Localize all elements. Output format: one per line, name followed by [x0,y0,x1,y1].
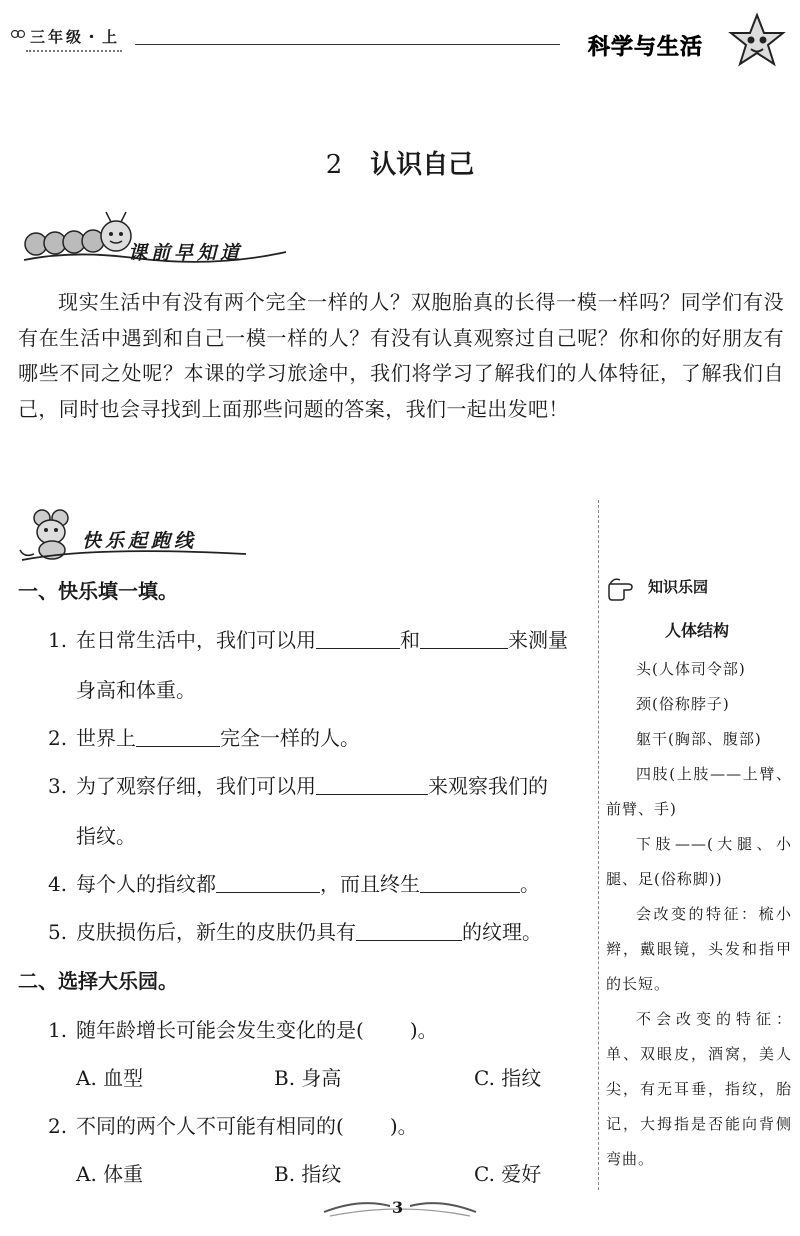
lesson-title [0,144,800,181]
intro-paragraph: 现实生活中有没有两个完全一样的人？双胞胎真的长得一模一样吗？同学们有没有在生活中遇到和自己一模一样的人？有没有认真观察过自己呢？你和你的好朋友有哪些不同之处呢？本课的学习旅途中，我们将学习了解我们的人体特征，了解我们自己，同时也会寻找到上面那些问题的答案，我们一起出发吧！ [18,290,784,421]
answer-blank[interactable] [136,727,220,747]
star-mascot-icon [728,12,786,70]
lesson-name: 认识自己 [370,150,475,180]
choice-option[interactable]: C. 指纹 [474,1066,542,1090]
choice-option[interactable]: C. 爱好 [474,1162,542,1186]
answer-blank[interactable] [316,775,428,795]
answer-paren-space[interactable] [344,1115,390,1135]
fill-question-4: 4. 每个人的指纹都 ，而且终生 。 [48,872,540,896]
practice-banner [14,506,254,566]
fill-question-3-cont: 指纹。 [76,824,136,848]
sidebar-line: 会改变的特征：梳小辫，戴眼镜，头发和指甲的长短。 [606,905,792,993]
lesson-number: 2 [325,150,343,180]
answer-blank[interactable] [356,921,462,941]
column-divider [598,500,599,1190]
answer-blank[interactable] [216,873,320,893]
fill-question-2: 2. 世界上 完全一样的人。 [48,726,360,750]
sidebar-line: 下肢——(大腿、小腿、足(俗称脚)) [606,835,792,888]
practice-banner-label: 快乐起跑线 [82,530,198,552]
pointing-hand-icon [606,574,646,602]
sidebar-line: 头(人体司令部) [636,660,746,678]
preview-banner-label: 课前早知道 [128,242,244,264]
header-rule [135,44,560,45]
header-dotted-line [26,50,122,56]
fill-question-1-cont: 身高和体重。 [76,678,196,702]
grade-label: 三年级・上 [30,28,121,46]
fill-question-5: 5. 皮肤损伤后，新生的皮肤仍具有 的纹理。 [48,920,542,944]
sidebar-heading: 知识乐园 [648,578,709,596]
choice-question-1: 1. 随年龄增长可能会发生变化的是( )。 [48,1018,438,1042]
header-flower-icon [10,28,26,40]
sidebar-body [606,652,792,1177]
sidebar-line: 四肢(上肢——上臂、前臂、手) [606,765,792,818]
part1-title: 一、快乐填一填。 [18,579,178,603]
sidebar-line: 躯干(胸部、腹部) [636,730,762,748]
choice-option[interactable]: A. 血型 [76,1066,144,1090]
answer-blank[interactable] [316,629,400,649]
choice-question-2: 2. 不同的两个人不可能有相同的( )。 [48,1114,418,1138]
sidebar-subtitle: 人体结构 [664,621,729,640]
sidebar-line: 颈(俗称脖子) [636,695,730,713]
choice-option[interactable]: A. 体重 [76,1162,144,1186]
book-title: 科学与生活 [588,35,704,60]
page-number: 3 [392,1198,404,1217]
fill-question-1: 1. 在日常生活中，我们可以用 和 来测量 [48,628,568,652]
choice-option[interactable]: B. 指纹 [274,1162,342,1186]
part2-title: 二、选择大乐园。 [18,969,178,993]
choice-option[interactable]: B. 身高 [274,1066,342,1090]
fill-question-3: 3. 为了观察仔细，我们可以用 来观察我们的 [48,774,548,798]
answer-blank[interactable] [420,873,520,893]
answer-blank[interactable] [420,629,508,649]
answer-paren-space[interactable] [364,1019,410,1039]
sidebar-line: 不会改变的特征：单、双眼皮，酒窝，美人尖，有无耳垂，指纹，胎记，大拇指是否能向背侧弯曲。 [606,1010,792,1168]
preview-banner [14,210,294,270]
